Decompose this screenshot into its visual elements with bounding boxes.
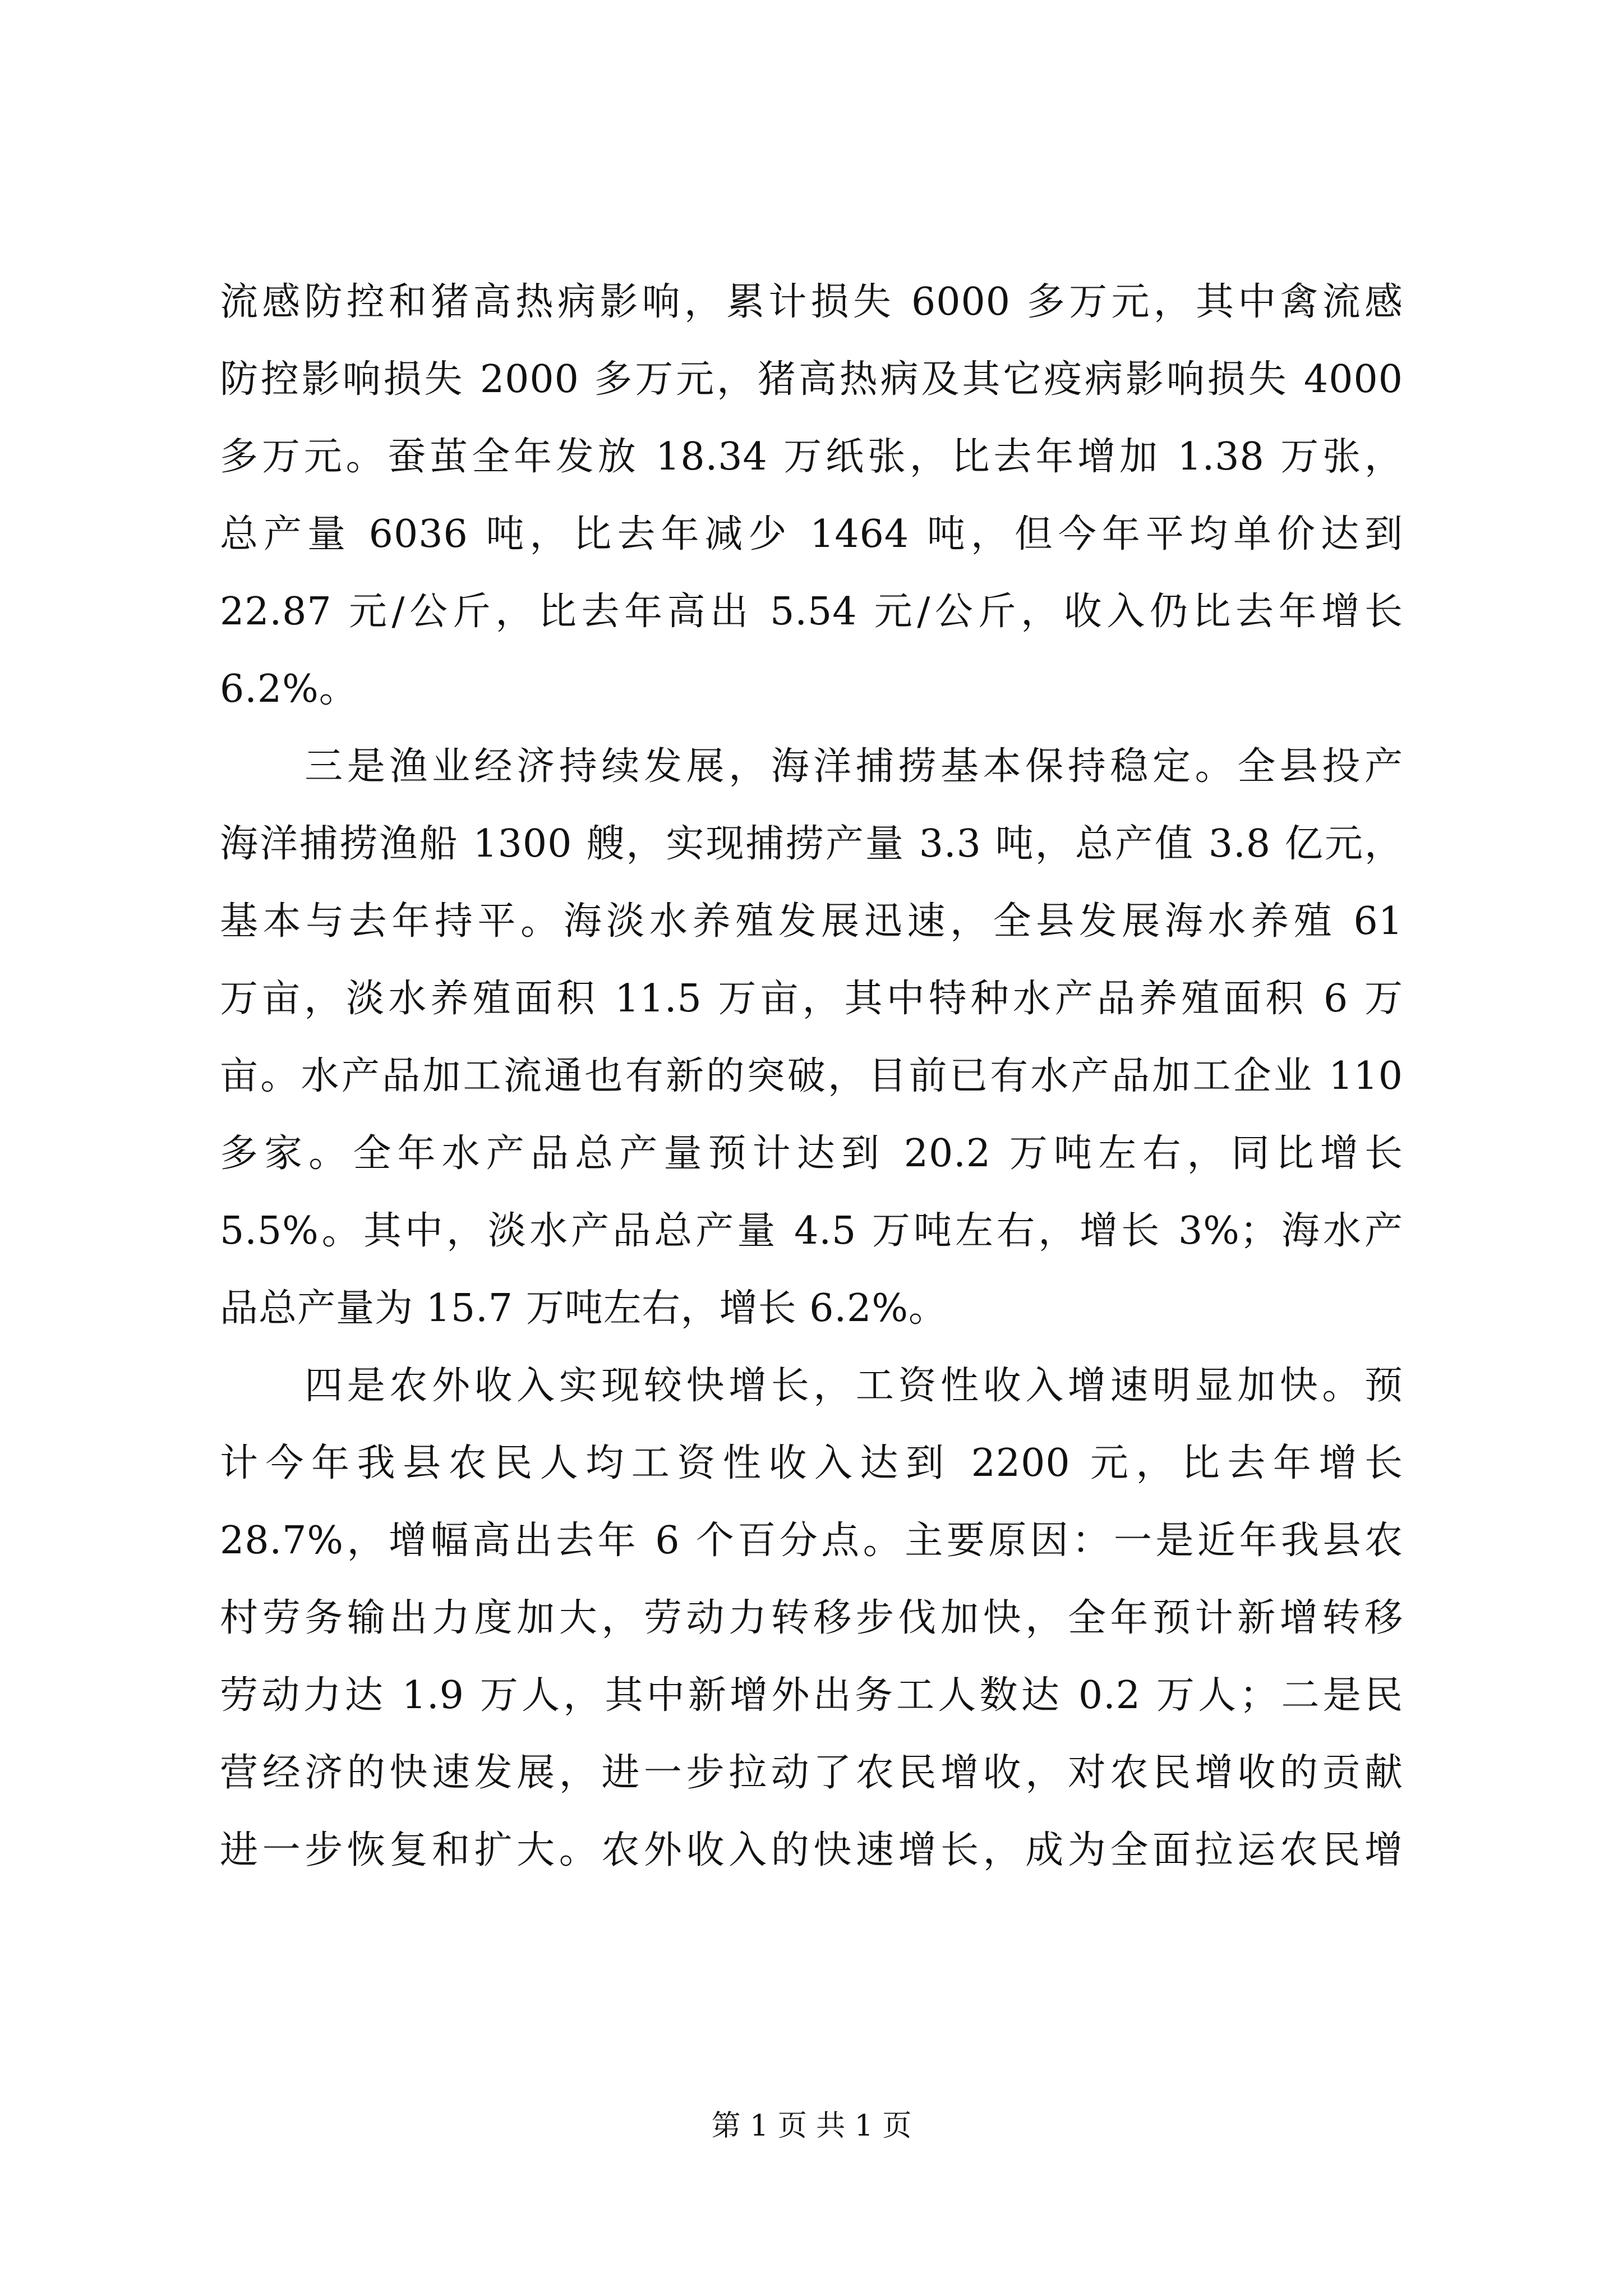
text-line: 28.7%，增幅高出去年 6 个百分点。主要原因：一是近年我县农 (220, 1519, 1403, 1563)
page-footer (0, 2106, 1623, 2146)
paragraph-fishery (220, 728, 1403, 1347)
text-line: 村劳务输出力度加大，劳动力转移步伐加快，全年预计新增转移 (220, 1596, 1403, 1640)
page-number-label: 第 1 页 共 1 页 (711, 2109, 912, 2143)
text-line: 多家。全年水产品总产量预计达到 20.2 万吨左右，同比增长 (220, 1131, 1403, 1176)
text-line: 海洋捕捞渔船 1300 艘，实现捕捞产量 3.3 吨，总产值 3.8 亿元， (220, 822, 1403, 866)
text-line: 多万元。蚕茧全年发放 18.34 万纸张，比去年增加 1.38 万张， (220, 435, 1403, 479)
document-body (220, 264, 1403, 1889)
text-line: 6.2%。 (220, 667, 358, 711)
paragraph-livestock (220, 264, 1403, 728)
text-line: 三是渔业经济持续发展，海洋捕捞基本保持稳定。全县投产 (220, 744, 1403, 789)
text-line: 劳动力达 1.9 万人，其中新增外出务工人数达 0.2 万人；二是民 (220, 1673, 1403, 1718)
text-line: 万亩，淡水养殖面积 11.5 万亩，其中特种水产品养殖面积 6 万 (220, 977, 1403, 1021)
text-line: 流感防控和猪高热病影响，累计损失 6000 多万元，其中禽流感 (220, 280, 1403, 324)
text-line: 计今年我县农民人均工资性收入达到 2200 元，比去年增长 (220, 1441, 1403, 1485)
text-line: 品总产量为 15.7 万吨左右，增长 6.2%。 (220, 1286, 948, 1331)
text-line: 基本与去年持平。海淡水养殖发展迅速，全县发展海水养殖 61 (220, 899, 1403, 944)
paragraph-nonfarm-income (220, 1347, 1403, 1889)
text-line: 进一步恢复和扩大。农外收入的快速增长，成为全面拉运农民增 (220, 1828, 1403, 1872)
text-line: 营经济的快速发展，进一步拉动了农民增收，对农民增收的贡献 (220, 1751, 1403, 1795)
text-line: 防控影响损失 2000 多万元，猪高热病及其它疫病影响损失 4000 (220, 357, 1403, 402)
text-line: 四是农外收入实现较快增长，工资性收入增速明显加快。预 (220, 1364, 1403, 1408)
text-line: 总产量 6036 吨，比去年减少 1464 吨，但今年平均单价达到 (220, 512, 1403, 556)
text-line: 5.5%。其中，淡水产品总产量 4.5 万吨左右，增长 3%；海水产 (220, 1209, 1403, 1253)
text-line: 22.87 元/公斤，比去年高出 5.54 元/公斤，收入仍比去年增长 (220, 590, 1403, 634)
text-line: 亩。水产品加工流通也有新的突破，目前已有水产品加工企业 110 (220, 1054, 1403, 1098)
